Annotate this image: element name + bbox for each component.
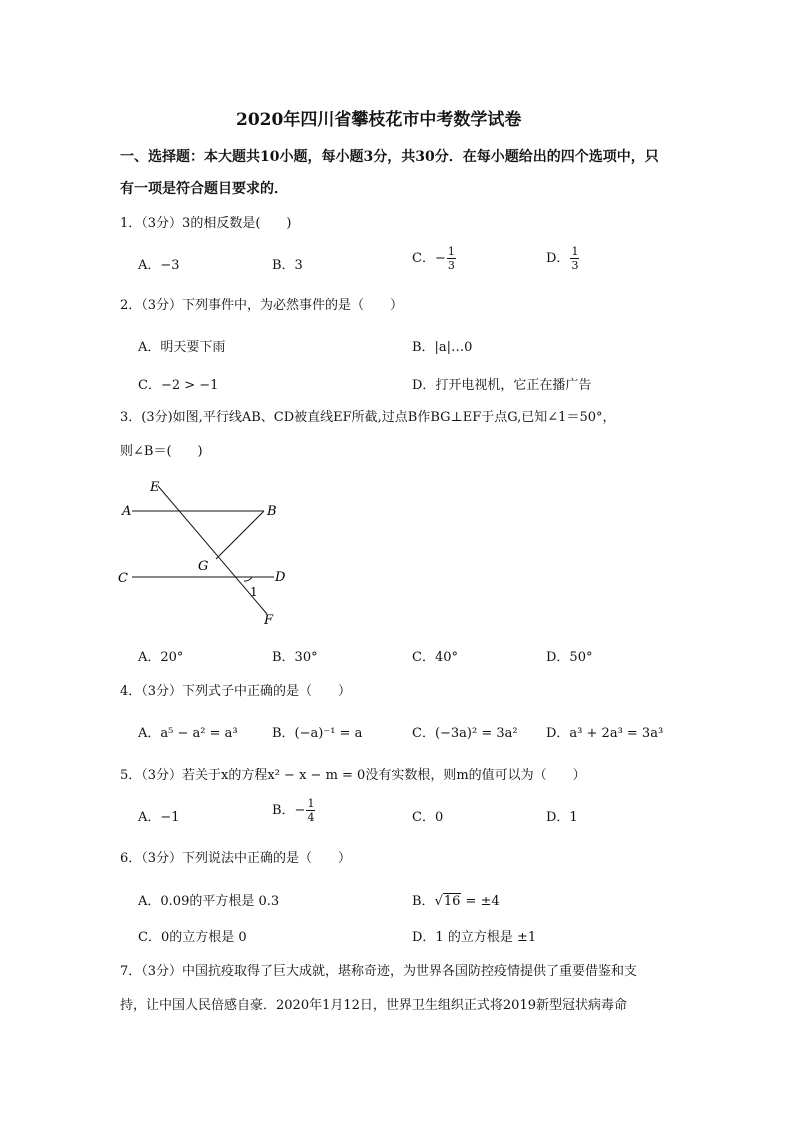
fraction-denominator: 4	[307, 811, 315, 824]
fraction	[306, 798, 315, 823]
question-3-stem-line2: 则∠B＝( )	[120, 444, 203, 459]
question-4-option-b: B．(−a)⁻¹ = a	[272, 726, 363, 741]
question-1-option-c	[412, 246, 457, 271]
question-5-stem: 5．（3分）若关于x的方程x² − x − m = 0没有实数根，则m的值可以为（ ）	[120, 768, 586, 783]
page-title: 2020年四川省攀枝花市中考数学试卷	[236, 110, 522, 130]
label-angle-1: 1	[250, 585, 258, 599]
label-c: C	[118, 571, 128, 586]
question-3-option-a: A．20°	[138, 650, 184, 665]
label-a: A	[122, 504, 132, 519]
fraction	[447, 246, 456, 271]
question-4-stem: 4．（3分）下列式子中正确的是（ ）	[120, 684, 352, 699]
label-f: F	[264, 613, 274, 628]
question-3-figure	[112, 474, 312, 630]
question-1-option-d	[546, 246, 580, 271]
question-5-option-c: C．0	[412, 810, 444, 825]
option-c-label: C．−	[412, 251, 446, 266]
label-e: E	[150, 480, 160, 495]
label-g: G	[198, 559, 209, 574]
question-1-stem: 1．（3分）3的相反数是( )	[120, 216, 292, 231]
question-2-stem: 2．（3分）下列事件中，为必然事件的是（ ）	[120, 298, 404, 313]
angle-1-arc	[244, 577, 252, 581]
fraction-numerator: 1	[447, 245, 455, 258]
label-d: D	[275, 570, 286, 585]
question-6-option-c: C．0的立方根是 0	[138, 930, 247, 945]
question-1-option-a: A．−3	[138, 258, 180, 273]
question-7-line1: 7．（3分）中国抗疫取得了巨大成就，堪称奇迹，为世界各国防控疫情提供了重要借鉴和支	[120, 964, 638, 979]
label-b: B	[267, 504, 277, 519]
sqrt-sign: √	[434, 894, 443, 909]
question-6-option-a: A．0.09的平方根是 0.3	[138, 894, 280, 909]
section-header-line2: 有一项是符合题目要求的．	[120, 181, 288, 197]
question-2-option-b: B．|a|…0	[412, 340, 473, 355]
question-1-option-b: B．3	[272, 258, 303, 273]
question-5-option-a: A．−1	[138, 810, 180, 825]
question-6-option-d: D．1 的立方根是 ±1	[412, 930, 537, 945]
fraction	[570, 246, 579, 271]
question-2-option-d: D．打开电视机，它正在播广告	[412, 378, 592, 393]
question-6-option-b	[412, 890, 500, 909]
segment-bg	[216, 511, 264, 559]
option-b-label: B．−	[272, 803, 306, 818]
question-2-option-c: C．−2 > −1	[138, 378, 219, 393]
question-4-option-d: D．a³ + 2a³ = 3a³	[546, 726, 664, 741]
option-d-label: D．	[546, 251, 570, 266]
question-4-option-c: C．(−3a)² = 3a²	[412, 726, 518, 741]
option-b-label: B．	[412, 894, 435, 909]
fraction-numerator: 1	[571, 245, 579, 258]
radicand: 16	[443, 894, 461, 909]
question-2-option-a: A．明天要下雨	[138, 340, 226, 355]
question-6-stem: 6．（3分）下列说法中正确的是（ ）	[120, 851, 352, 866]
question-3-option-d: D．50°	[546, 650, 593, 665]
question-4-option-a: A．a⁵ − a² = a³	[138, 726, 238, 741]
question-7-line2: 持，让中国人民倍感自豪．2020年1月12日，世界卫生组织正式将2019新型冠状病毒命	[120, 998, 627, 1013]
question-3-option-c: C．40°	[412, 650, 458, 665]
question-5-option-b	[272, 798, 316, 823]
section-header-line1: 一、选择题：本大题共10小题，每小题3分，共30分．在每小题给出的四个选项中，只	[120, 149, 659, 165]
fraction-denominator: 3	[447, 259, 455, 272]
question-3-stem-line1: 3．(3分)如图,平行线AB、CD被直线EF所截,过点B作BG⊥EF于点G,已知∠1＝50°，	[120, 410, 616, 425]
fraction-numerator: 1	[307, 797, 315, 810]
fraction-denominator: 3	[571, 259, 579, 272]
option-b-rest: = ±4	[461, 894, 500, 909]
question-5-option-d: D．1	[546, 810, 578, 825]
question-3-option-b: B．30°	[272, 650, 318, 665]
